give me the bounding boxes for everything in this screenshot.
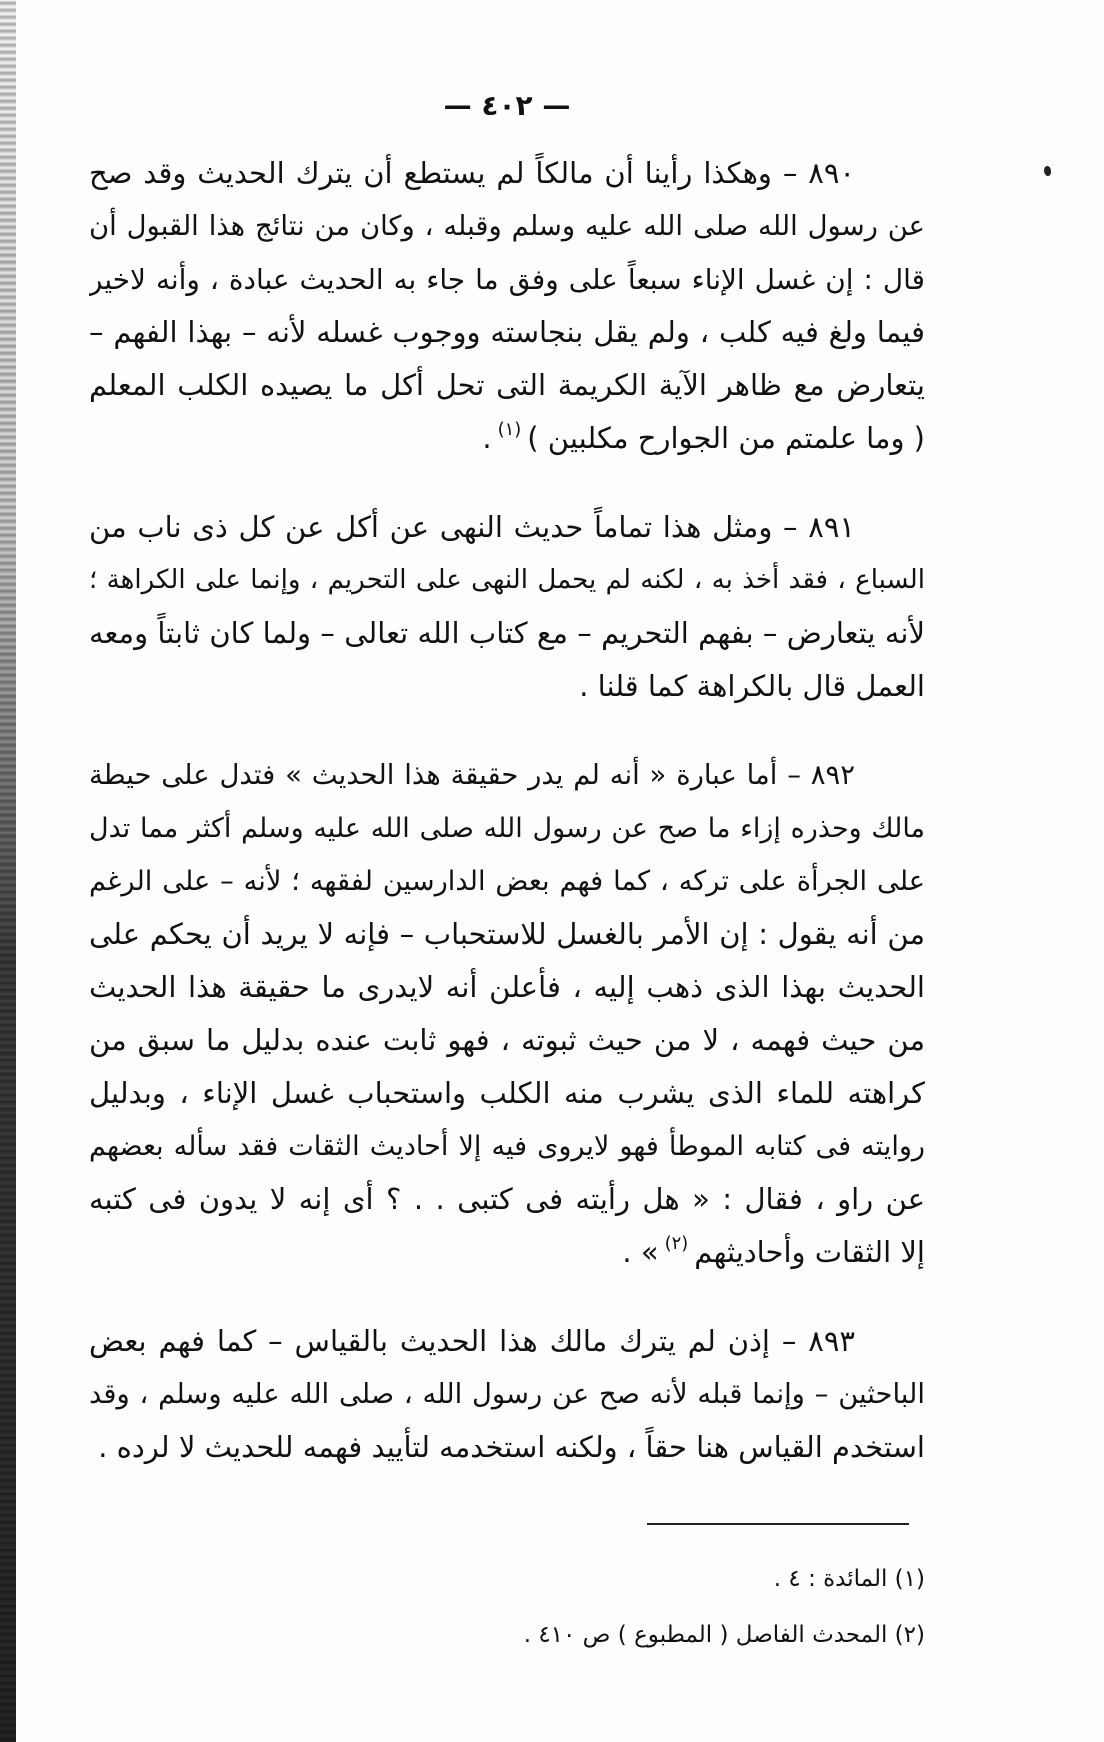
text-line: من أنه يقول : إن الأمر بالغسل للاستحباب – فإنه لا يريد أن يحكم على: [89, 917, 925, 951]
paragraph-891: [89, 501, 925, 713]
text-line-last: العمل قال بالكراهة كما قلنا .: [579, 669, 925, 703]
footnote-2: (٢) المحدث الفاصل ( المطبوع ) ص ٤١٠ .: [523, 1622, 925, 1648]
footnote-marker-2: (٢): [664, 1233, 689, 1255]
text-line: السباع ، فقد أخذ به ، لكنه لم يحمل النهى على التحريم ، وإنما على الكراهة ؛: [89, 565, 925, 595]
text-line: ٨٩٠ – وهكذا رأينا أن مالكاً لم يستطع أن يترك الحديث وقد صح: [89, 156, 855, 190]
line-end-punctuation: » .: [622, 1235, 659, 1269]
footnote-1: (١) المائدة : ٤ .: [773, 1566, 925, 1592]
text-line: ٨٩٣ – إذن لم يترك مالك هذا الحديث بالقياس – كما فهم بعض: [89, 1324, 855, 1358]
quoted-verse: ( وما علمتم من الجوارح مكلبين ): [527, 421, 925, 455]
text-line: ٨٩١ – ومثل هذا تماماً حديث النهى عن أكل عن كل ذى ناب من: [89, 510, 855, 544]
text-line: عن رسول الله صلى الله عليه وسلم وقبله ، وكان من نتائج هذا القبول أن: [89, 211, 925, 242]
text-line: يتعارض مع ظاهر الآية الكريمة التى تحل أكل ما يصيده الكلب المعلم: [89, 368, 925, 402]
text-line: ٨٩٢ – أما عبارة « أنه لم يدر حقيقة هذا الحديث » فتدل على حيطة: [89, 760, 855, 791]
page-number: — ٤٠٢ —: [443, 89, 571, 122]
text-line: الباحثين – وإنما قبله لأنه صح عن رسول الله ، صلى الله عليه وسلم ، وقد: [89, 1379, 925, 1410]
footnote-separator: [647, 1523, 909, 1525]
text-line: من حيث فهمه ، لا من حيث ثبوته ، فهو ثابت عنده بدليل ما سبق من: [89, 1023, 925, 1057]
text-line-last: [89, 412, 925, 465]
paragraph-893: [89, 1315, 925, 1474]
text-line: قال : إن غسل الإناء سبعاً على وفق ما جاء به الحديث عبادة ، وأنه لاخير: [89, 263, 925, 296]
body-text: [89, 147, 925, 1474]
text-line-last: استخدم القياس هنا حقاً ، ولكنه استخدمه لتأييد فهمه للحديث لا لرده .: [98, 1430, 925, 1464]
text-line: فيما ولغ فيه كلب ، ولم يقل بنجاسته ووجوب غسله لأنه – بهذا الفهم –: [89, 315, 925, 349]
text-line: الحديث بهذا الذى ذهب إليه ، فأعلن أنه لايدرى ما حقيقة هذا الحديث: [89, 970, 925, 1004]
line-end-punctuation: .: [482, 421, 492, 455]
scan-edge-shadow: [0, 0, 16, 1742]
ink-speck: [1044, 166, 1051, 176]
text-line: لأنه يتعارض – بفهم التحريم – مع كتاب الله تعالى – ولما كان ثابتاً ومعه: [89, 616, 925, 650]
text-line: مالك وحذره إزاء ما صح عن رسول الله صلى الله عليه وسلم أكثر مما تدل: [89, 813, 925, 844]
footnote-marker-1: (١): [497, 419, 522, 441]
line-text: إلا الثقات وأحاديثهم: [694, 1235, 925, 1269]
text-line: كراهته للماء الذى يشرب منه الكلب واستحباب غسل الإناء ، وبدليل: [89, 1076, 925, 1110]
footnotes: [89, 1558, 925, 1670]
paragraph-890: [89, 147, 925, 465]
text-line: روايته فى كتابه الموطأ فهو لايروى فيه إلا أحاديث الثقات فقد سأله بعضهم: [89, 1131, 925, 1162]
text-line: عن راو ، فقال : « هل رأيته فى كتبى . . ؟ أى إنه لا يدون فى كتبه: [89, 1182, 925, 1216]
text-line-last: [89, 1226, 925, 1279]
paragraph-892: [89, 749, 925, 1279]
text-line: على الجرأة على تركه ، كما فهم بعض الدارسين لفقهه ؛ لأنه – على الرغم: [89, 866, 925, 897]
